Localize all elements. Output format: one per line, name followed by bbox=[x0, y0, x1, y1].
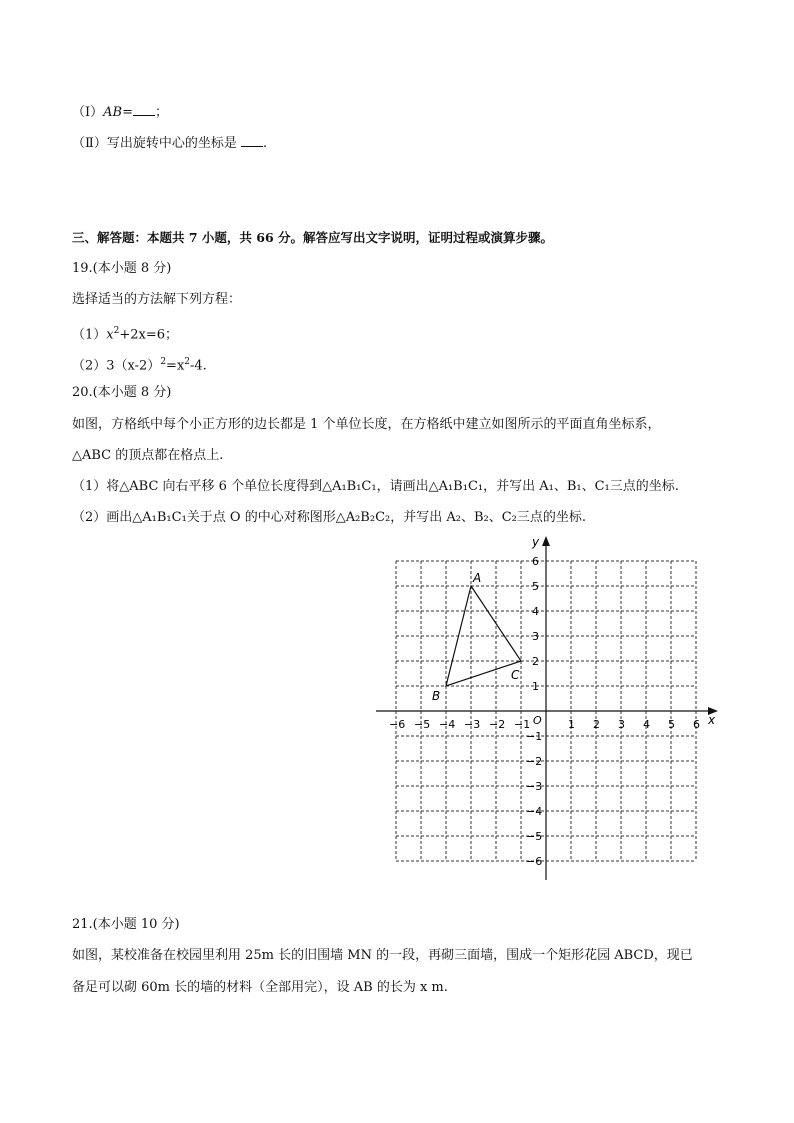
axes bbox=[376, 535, 718, 880]
y-tick-label: 4 bbox=[532, 605, 539, 618]
vertex-label-b: B bbox=[432, 689, 441, 703]
part-i-suffix: ； bbox=[154, 105, 168, 120]
x-tick-label: −2 bbox=[489, 718, 506, 731]
x-tick-label: 2 bbox=[593, 718, 600, 731]
q21-title: 21.(本小题 10 分) bbox=[72, 917, 180, 932]
section-heading: 三、解答题：本题共 7 小题，共 66 分。解答应写出文字说明，证明过程或演算步骤。 bbox=[72, 230, 554, 245]
y-tick-label: 3 bbox=[532, 630, 539, 643]
q21-line2: 备足可以砌 60m 长的墙的材料（全部用完），设 AB 的长为 x m. bbox=[72, 980, 448, 995]
y-axis-arrow-icon bbox=[542, 536, 550, 546]
x-tick-label: −3 bbox=[464, 718, 481, 731]
y-tick-label: 5 bbox=[532, 580, 539, 593]
y-tick-label: −6 bbox=[526, 855, 543, 868]
q20-part2: （2）画出△A₁B₁C₁关于点 O 的中心对称图形△A₂B₂C₂，并写出 A₂、B₂、C₂三点的坐标. bbox=[72, 510, 587, 525]
x-tick-label: 3 bbox=[618, 718, 625, 731]
x-tick-label: −5 bbox=[414, 718, 431, 731]
q19-part2: $(2)3(x-2)^2=x^2-4$. bbox=[72, 357, 207, 374]
x-tick-label: −1 bbox=[514, 718, 531, 731]
origin-label: O bbox=[533, 714, 542, 727]
q20-desc-line1: 如图，方格纸中每个小正方形的边长都是 1 个单位长度，在方格纸中建立如图所示的平面直角坐标系， bbox=[72, 417, 661, 432]
q19-part1-prefix: （1） bbox=[72, 327, 107, 343]
y-tick-label: −5 bbox=[526, 830, 543, 843]
q19-part2-tail: -4. bbox=[190, 358, 207, 374]
x-tick-label: −4 bbox=[439, 718, 456, 731]
vertex-label-c: C bbox=[511, 668, 520, 682]
y-tick-label: −1 bbox=[526, 730, 543, 743]
q20-desc-line2: △ABC 的顶点都在格点上. bbox=[72, 448, 224, 463]
y-tick-label: −3 bbox=[526, 780, 543, 793]
x-tick-label: 6 bbox=[693, 718, 700, 731]
part-i-prefix: （Ⅰ） bbox=[72, 105, 104, 120]
q20-title: 20.(本小题 8 分) bbox=[72, 385, 172, 400]
y-tick-label: −2 bbox=[526, 755, 543, 768]
part-ii-prefix: （Ⅱ） bbox=[72, 136, 107, 151]
q19-part2-mid: =x bbox=[166, 358, 185, 374]
part-ii-suffix: . bbox=[263, 136, 268, 151]
y-tick-label: 2 bbox=[532, 655, 539, 668]
q21-line1: 如图，某校准备在校园里利用 25m 长的旧围墙 MN 的一段，再砌三面墙，围成一个矩形花园 ABCD，现已 bbox=[72, 948, 693, 963]
q19-part1: $(1)x^2+2x=6$； bbox=[72, 326, 179, 343]
x-tick-label: −6 bbox=[389, 718, 406, 731]
x-tick-label: 1 bbox=[568, 718, 575, 731]
q19-title: 19.(本小题 8 分) bbox=[72, 261, 172, 276]
q19-prompt: 选择适当的方法解下列方程： bbox=[72, 292, 242, 307]
x-tick-label: 5 bbox=[668, 718, 675, 731]
q19-part1-rest: +2x=6； bbox=[119, 327, 179, 343]
y-tick-label: 6 bbox=[532, 555, 539, 568]
y-tick-label: −4 bbox=[526, 805, 543, 818]
y-tick-label: 1 bbox=[532, 680, 539, 693]
part-ii-text: 写出旋转中心的坐标是 bbox=[106, 136, 237, 151]
q20-part1: （1）将△ABC 向右平移 6 个单位长度得到△A₁B₁C₁，请画出△A₁B₁C₁，并写出 A₁、B₁、C₁三点的坐标. bbox=[72, 479, 679, 494]
x-tick-label: 4 bbox=[643, 718, 650, 731]
y-axis-label: y bbox=[532, 535, 540, 549]
vertex-label-a: A bbox=[473, 571, 482, 585]
x-axis-label: x bbox=[708, 713, 716, 727]
part-i-label: AB= bbox=[103, 105, 133, 120]
q19-part2-prefix: （2）3（x-2） bbox=[72, 358, 161, 374]
